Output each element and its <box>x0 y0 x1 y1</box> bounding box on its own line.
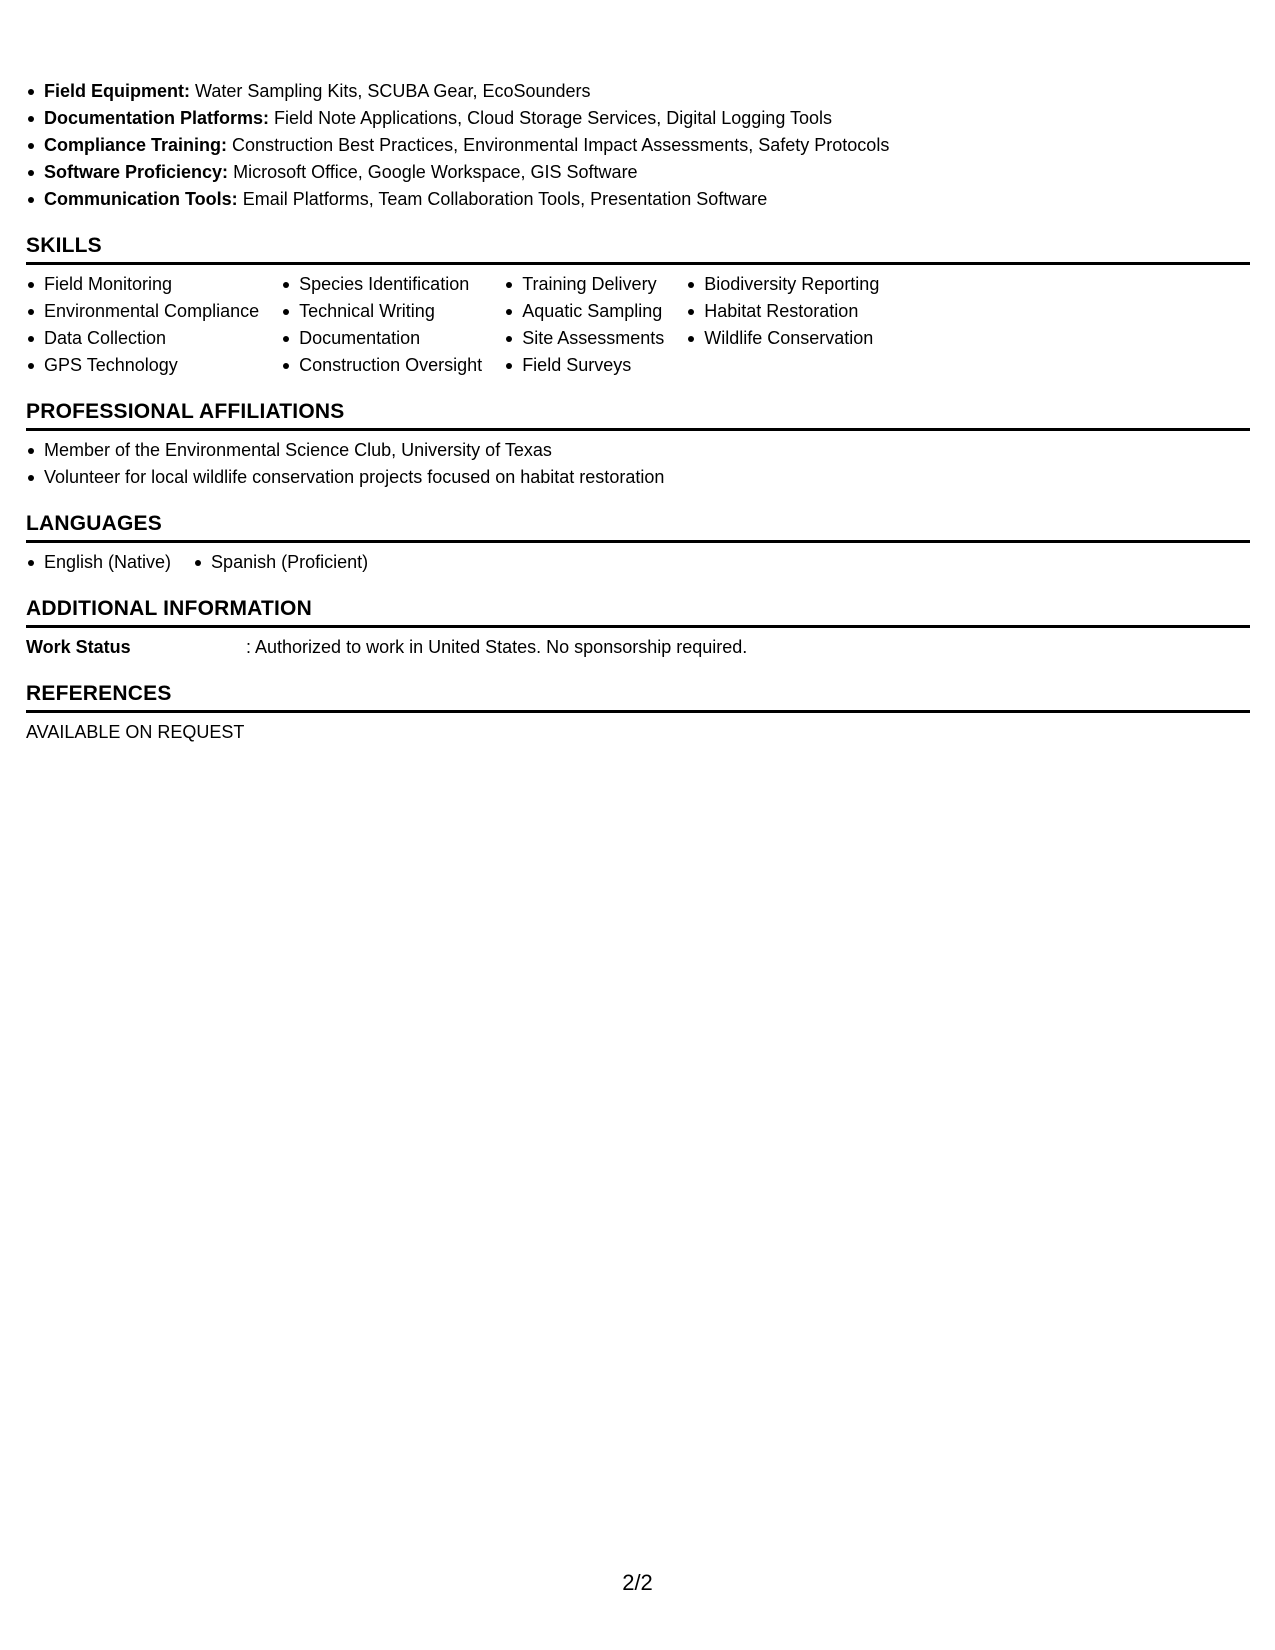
language-item: Spanish (Proficient) <box>193 549 368 576</box>
tool-label: Documentation Platforms: <box>44 108 270 128</box>
language-item: English (Native) <box>26 549 171 576</box>
tool-value: Field Note Applications, Cloud Storage Services, Digital Logging Tools <box>274 108 833 128</box>
list-item <box>26 159 1250 186</box>
references-text: AVAILABLE ON REQUEST <box>26 722 245 742</box>
skills-column <box>686 271 879 352</box>
work-status-value: : Authorized to work in United States. No sponsorship required. <box>246 637 748 657</box>
skills-column <box>281 271 482 379</box>
section-title: PROFESSIONAL AFFILIATIONS <box>26 399 1250 431</box>
skill-item: Wildlife Conservation <box>686 325 879 352</box>
section-title: SKILLS <box>26 233 1250 265</box>
skill-item: Site Assessments <box>504 325 664 352</box>
list-item <box>26 105 1250 132</box>
tool-label: Compliance Training: <box>44 135 228 155</box>
skill-item: Technical Writing <box>281 298 482 325</box>
references-section <box>26 681 1250 746</box>
affiliation-item: Member of the Environmental Science Club, University of Texas <box>26 437 1250 464</box>
skill-item: Construction Oversight <box>281 352 482 379</box>
affiliations-section <box>26 399 1250 491</box>
skill-item: Species Identification <box>281 271 482 298</box>
list-item <box>26 78 1250 105</box>
page-number: 2/2 <box>622 1570 653 1595</box>
skill-item: Data Collection <box>26 325 259 352</box>
list-item <box>26 186 1250 213</box>
resume-page <box>26 78 1250 746</box>
tool-label: Software Proficiency: <box>44 162 229 182</box>
skills-section <box>26 233 1250 379</box>
additional-info-section <box>26 596 1250 661</box>
list-item <box>26 132 1250 159</box>
section-title: REFERENCES <box>26 681 1250 713</box>
skill-item: Documentation <box>281 325 482 352</box>
tool-value: Microsoft Office, Google Workspace, GIS Software <box>233 162 638 182</box>
skills-column <box>26 271 259 379</box>
affiliations-list <box>26 437 1250 491</box>
skill-item: Habitat Restoration <box>686 298 879 325</box>
section-title: LANGUAGES <box>26 511 1250 543</box>
languages-list <box>26 549 1250 576</box>
skills-column <box>504 271 664 379</box>
tools-list <box>26 78 1250 213</box>
languages-section <box>26 511 1250 576</box>
work-status-row <box>26 634 1250 661</box>
skill-item: Biodiversity Reporting <box>686 271 879 298</box>
work-status-label: Work Status <box>26 637 131 657</box>
tool-value: Construction Best Practices, Environmental Impact Assessments, Safety Protocols <box>232 135 890 155</box>
tool-label: Communication Tools: <box>44 189 238 209</box>
skill-item: Field Monitoring <box>26 271 259 298</box>
skill-item: Aquatic Sampling <box>504 298 664 325</box>
tool-value: Email Platforms, Team Collaboration Tools, Presentation Software <box>242 189 768 209</box>
section-title: ADDITIONAL INFORMATION <box>26 596 1250 628</box>
skill-item: GPS Technology <box>26 352 259 379</box>
tool-label: Field Equipment: <box>44 81 190 101</box>
skill-item: Field Surveys <box>504 352 664 379</box>
skill-item: Environmental Compliance <box>26 298 259 325</box>
skill-item: Training Delivery <box>504 271 664 298</box>
skills-grid <box>26 271 1250 379</box>
affiliation-item: Volunteer for local wildlife conservation projects focused on habitat restoration <box>26 464 1250 491</box>
tool-value: Water Sampling Kits, SCUBA Gear, EcoSounders <box>195 81 591 101</box>
